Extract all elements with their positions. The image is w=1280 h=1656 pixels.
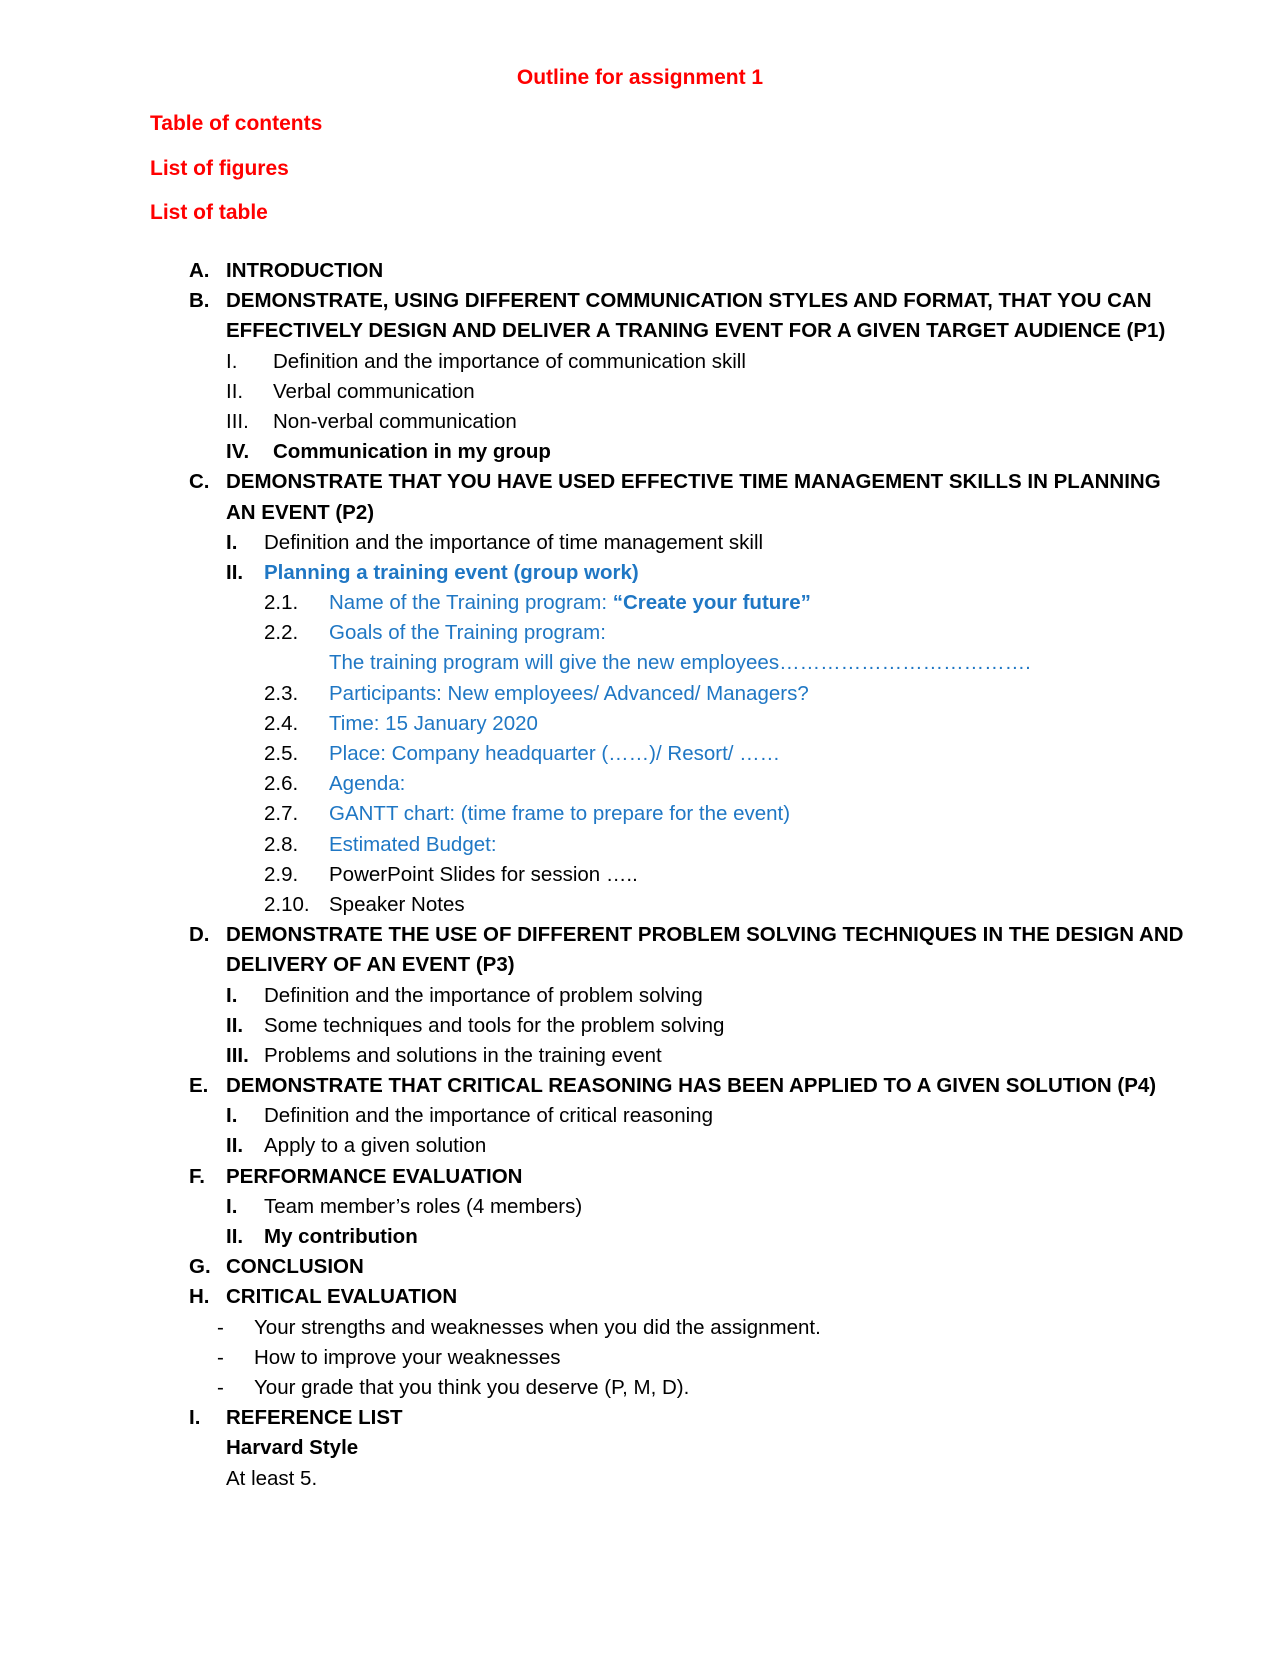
item-marker: III.: [226, 1043, 249, 1067]
section-heading: REFERENCE LIST: [226, 1406, 403, 1430]
outline-list: [0, 256, 1280, 1494]
item-marker: IV.: [226, 440, 250, 464]
bullet-item: [0, 1373, 1280, 1403]
sub-item: [0, 588, 1280, 618]
item-text: Definition and the importance of critical reasoning: [264, 1104, 713, 1128]
bullet-marker: -: [217, 1375, 224, 1399]
list-of-figures-heading: List of figures: [150, 157, 289, 180]
section-f: [0, 1162, 1280, 1192]
item-marker: II.: [226, 379, 244, 403]
list-item: [0, 1131, 1280, 1161]
item-marker: I.: [226, 530, 238, 554]
sub-item: [0, 679, 1280, 709]
list-of-table-heading: List of table: [150, 201, 268, 224]
section-marker: C.: [189, 470, 210, 494]
reference-style: [0, 1433, 1280, 1463]
sub-item-text: Speaker Notes: [329, 892, 465, 916]
item-marker: I.: [226, 349, 238, 373]
list-item: [0, 407, 1280, 437]
section-c-line2: [0, 498, 1280, 528]
section-heading: DEMONSTRATE THAT CRITICAL REASONING HAS BEEN APPLIED TO A GIVEN SOLUTION (P4): [226, 1074, 1157, 1098]
section-g: [0, 1252, 1280, 1282]
section-heading: CRITICAL EVALUATION: [226, 1285, 458, 1309]
sub-item-label: Name of the Training program:: [329, 591, 613, 615]
sub-item: [0, 739, 1280, 769]
program-name: “Create your future”: [612, 591, 811, 615]
list-item: [0, 1101, 1280, 1131]
sub-item-number: 2.7.: [264, 802, 299, 826]
sub-item-text: The training program will give the new employees……………………………….: [329, 651, 1031, 675]
item-text: Team member’s roles (4 members): [264, 1194, 583, 1218]
reference-count-text: At least 5.: [226, 1466, 318, 1490]
item-text: Some techniques and tools for the problem solving: [264, 1013, 725, 1037]
sub-item-text: Goals of the Training program:: [329, 621, 606, 645]
sub-item: [0, 769, 1280, 799]
sub-item: [0, 618, 1280, 648]
section-heading: INTRODUCTION: [226, 259, 384, 282]
item-marker: II.: [226, 1134, 244, 1158]
item-marker: II.: [226, 560, 244, 584]
list-item: [0, 1222, 1280, 1252]
item-marker: II.: [226, 1013, 244, 1037]
sub-item-number: 2.1.: [264, 591, 299, 615]
sub-item: [0, 830, 1280, 860]
section-e: [0, 1071, 1280, 1101]
sub-item-text: Agenda:: [329, 772, 406, 796]
sub-item-number: 2.10.: [264, 892, 310, 916]
sub-item-text: Time: 15 January 2020: [329, 711, 538, 735]
section-d: [0, 920, 1280, 950]
bullet-text: Your grade that you think you deserve (P, M, D).: [254, 1375, 690, 1399]
item-text: Apply to a given solution: [264, 1134, 487, 1158]
section-marker: I.: [189, 1406, 201, 1430]
bullet-marker: -: [217, 1345, 224, 1369]
item-marker: III.: [226, 409, 249, 433]
reference-style-text: Harvard Style: [226, 1436, 359, 1460]
sub-item-number: 2.2.: [264, 621, 299, 645]
sub-item-number: 2.3.: [264, 681, 299, 705]
item-text: Planning a training event (group work): [264, 560, 639, 584]
bullet-text: How to improve your weaknesses: [254, 1345, 561, 1369]
list-item: [0, 558, 1280, 588]
section-marker: A.: [189, 259, 210, 282]
sub-item-continuation: [0, 648, 1280, 678]
list-item: [0, 377, 1280, 407]
sub-item: [0, 890, 1280, 920]
sub-item-text: GANTT chart: (time frame to prepare for the event): [329, 802, 791, 826]
sub-item-text: [329, 588, 811, 618]
item-text: Communication in my group: [273, 440, 551, 464]
reference-count: [0, 1464, 1280, 1494]
section-c: [0, 467, 1280, 497]
sub-item-text: Participants: New employees/ Advanced/ Managers?: [329, 681, 809, 705]
section-b: [0, 286, 1280, 316]
list-item: [0, 347, 1280, 377]
sub-item-number: 2.6.: [264, 772, 299, 796]
section-heading: DEMONSTRATE, USING DIFFERENT COMMUNICATION STYLES AND FORMAT, THAT YOU CAN: [226, 289, 1152, 313]
sub-item: [0, 709, 1280, 739]
section-heading: CONCLUSION: [226, 1255, 364, 1279]
item-marker: I.: [226, 1104, 238, 1128]
section-a: [0, 256, 1280, 286]
section-b-line2: [0, 316, 1280, 346]
section-heading: DEMONSTRATE THAT YOU HAVE USED EFFECTIVE TIME MANAGEMENT SKILLS IN PLANNING: [226, 470, 1161, 494]
bullet-text: Your strengths and weaknesses when you did the assignment.: [254, 1315, 821, 1339]
item-marker: I.: [226, 983, 238, 1007]
item-marker: II.: [226, 1225, 244, 1248]
bullet-marker: -: [217, 1315, 224, 1339]
sub-item: [0, 799, 1280, 829]
section-marker: D.: [189, 923, 210, 947]
bullet-item: [0, 1313, 1280, 1343]
sub-item-text: PowerPoint Slides for session …..: [329, 862, 638, 886]
section-marker: H.: [189, 1285, 210, 1309]
bullet-item: [0, 1343, 1280, 1373]
sub-item: [0, 860, 1280, 890]
item-text: Verbal communication: [273, 379, 475, 403]
sub-item-number: 2.5.: [264, 742, 299, 765]
list-item: [0, 1011, 1280, 1041]
section-d-line2: [0, 950, 1280, 980]
section-heading-continued: DELIVERY OF AN EVENT (P3): [226, 953, 515, 977]
section-marker: B.: [189, 289, 210, 313]
sub-item-number: 2.8.: [264, 832, 299, 856]
section-heading: DEMONSTRATE THE USE OF DIFFERENT PROBLEM SOLVING TECHNIQUES IN THE DESIGN AND: [226, 923, 1184, 947]
list-item: [0, 1041, 1280, 1071]
sub-item-text: Estimated Budget:: [329, 832, 497, 856]
list-item: [0, 981, 1280, 1011]
section-heading-continued: EFFECTIVELY DESIGN AND DELIVER A TRANING EVENT FOR A GIVEN TARGET AUDIENCE (P1): [226, 319, 1166, 343]
list-item: [0, 437, 1280, 467]
item-text: My contribution: [264, 1225, 418, 1248]
item-text: Non-verbal communication: [273, 409, 517, 433]
list-item: [0, 528, 1280, 558]
section-heading: PERFORMANCE EVALUATION: [226, 1164, 523, 1188]
document-title: Outline for assignment 1: [516, 66, 764, 89]
section-marker: G.: [189, 1255, 211, 1279]
item-text: Definition and the importance of time management skill: [264, 530, 764, 554]
sub-item-text: Place: Company headquarter (……)/ Resort/ ……: [329, 742, 781, 765]
item-marker: I.: [226, 1194, 238, 1218]
section-marker: F.: [189, 1164, 205, 1188]
section-marker: E.: [189, 1074, 209, 1098]
section-heading-continued: AN EVENT (P2): [226, 500, 375, 524]
sub-item-number: 2.9.: [264, 862, 299, 886]
item-text: Definition and the importance of communication skill: [273, 349, 746, 373]
section-i: [0, 1403, 1280, 1433]
sub-item-number: 2.4.: [264, 711, 299, 735]
item-text: Definition and the importance of problem solving: [264, 983, 703, 1007]
section-h: [0, 1282, 1280, 1312]
item-text: Problems and solutions in the training event: [264, 1043, 662, 1067]
table-of-contents-heading: Table of contents: [150, 112, 323, 135]
list-item: [0, 1192, 1280, 1222]
